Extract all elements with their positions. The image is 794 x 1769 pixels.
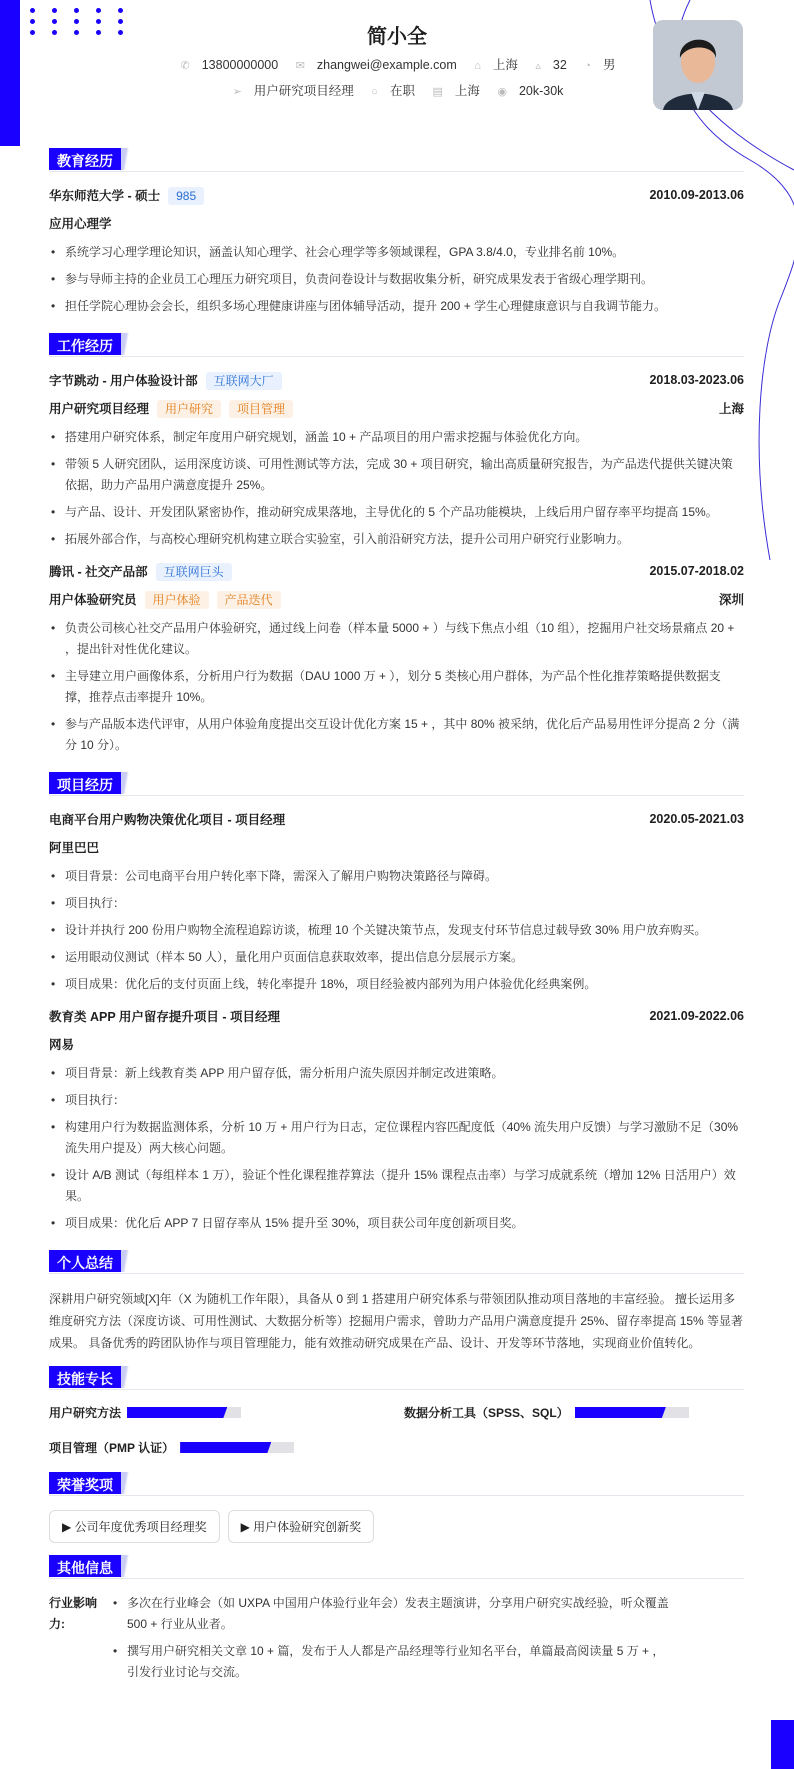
skill-item (404, 1404, 744, 1421)
project-title: 教育类 APP 用户留存提升项目 - 项目经理 (49, 1010, 281, 1024)
company: 腾讯 - 社交产品部 (49, 565, 148, 579)
work-date: 2018.03-2023.06 (649, 373, 744, 387)
skills-grid (49, 1404, 744, 1456)
list-item: • 撰写用户研究相关文章 10 + 篇，发布于人人都是产品经理等行业知名平台，单篇最高阅读量 5 万 + ，引发行业讨论与交流。 (111, 1641, 671, 1683)
role-tag: 项目管理 (229, 400, 293, 418)
send-icon: ➢ (232, 86, 242, 98)
education-date: 2010.09-2013.06 (649, 188, 744, 202)
list-item: • 项目背景：新上线教育类 APP 用户留存低，需分析用户流失原因并制定改进策略。 (49, 1063, 744, 1084)
salary: 20k-30k (518, 84, 564, 98)
work-city: 深圳 (718, 593, 744, 607)
work-bullets (49, 618, 744, 756)
role-tag: 用户研究 (157, 400, 221, 418)
age: 32 (552, 58, 567, 72)
award-name: 用户体验研究创新奖 (253, 1520, 362, 1534)
company: 字节跳动 - 用户体验设计部 (49, 374, 198, 388)
other-info (49, 1593, 744, 1689)
list-item: • 项目执行： (49, 1090, 744, 1111)
section-other (49, 1555, 744, 1579)
list-item: • 主导建立用户画像体系，分析用户行为数据（DAU 1000 万 + ），划分 5 类核心用户群体，为产品个性化推荐策略提供数据支撑，推荐点击率提升 10%。 (49, 666, 744, 708)
project-header (49, 1007, 744, 1025)
school: 华东师范大学 - 硕士 (49, 189, 161, 203)
major: 应用心理学 (49, 217, 112, 231)
target-city: 上海 (454, 84, 480, 98)
skill-name: 项目管理（PMP 认证） (49, 1441, 175, 1455)
school-tag: 985 (168, 187, 204, 205)
section-title: 荣誉奖项 (49, 1472, 121, 1494)
project-bullets (49, 1063, 744, 1234)
city: 上海 (492, 58, 518, 72)
skill-bar-fill (180, 1442, 271, 1453)
role-tag: 用户体验 (145, 591, 209, 609)
skill-bar (575, 1407, 689, 1418)
section-title: 工作经历 (49, 333, 121, 355)
project-title: 电商平台用户购物决策优化项目 - 项目经理 (49, 813, 286, 827)
section-title: 项目经历 (49, 772, 121, 794)
list-item: • 负责公司核心社交产品用户体验研究，通过线上问卷（样本量 5000 + ）与线下焦点小组（10 组），挖掘用户社交场景痛点 20 + ，提出针对性优化建议。 (49, 618, 744, 660)
project-date: 2021.09-2022.06 (649, 1009, 744, 1023)
project-org: 网易 (49, 1038, 75, 1052)
section-title: 技能专长 (49, 1366, 121, 1388)
skill-name: 数据分析工具（SPSS、SQL） (404, 1406, 569, 1420)
phone-icon: ✆ (180, 60, 190, 72)
list-item: • 项目成果：优化后 APP 7 日留存率从 15% 提升至 30%，项目获公司年度创新项目奖。 (49, 1213, 744, 1234)
triangle-icon: ▶ (62, 1520, 75, 1534)
summary-text: 深耕用户研究领域[X]年（X 为随机工作年限），具备从 0 到 1 搭建用户研究体系与带领团队推动项目落地的丰富经验。 擅长运用多维度研究方法（深度访谈、可用性测试、大数据分析等）挖掘用户需求，曾助力产品用户满意度提升 25%、留存率提高 15% 等显著成果。 具备优秀的跨团队协作与项目管理能力，能有效推动研究成果在产品、设计、开发等环节落地，实现商业价值转化。 (49, 1292, 744, 1350)
company-tag: 互联网大厂 (206, 372, 282, 390)
list-item: • 项目执行： (49, 893, 744, 914)
skill-bar-fill (575, 1407, 666, 1418)
list-item: • 参与产品版本迭代评审，从用户体验角度提出交互设计优化方案 15 + ，其中 80% 被采纳，优化后产品易用性评分提高 2 分（满分 10 分）。 (49, 714, 744, 756)
section-skills (49, 1366, 744, 1390)
section-awards (49, 1472, 744, 1496)
list-item: • 参与导师主持的企业员工心理压力研究项目，负责问卷设计与数据收集分析，研究成果发表于省级心理学期刊。 (49, 269, 744, 290)
role-row (49, 590, 744, 608)
list-item: • 带领 5 人研究团队，运用深度访谈、可用性测试等方法，完成 30 + 项目研究，输出高质量研究报告，为产品迭代提供关键决策依据，助力产品用户满意度提升 25%。 (49, 454, 744, 496)
email: zhangwei@example.com (316, 58, 457, 72)
email-icon: ✉ (295, 60, 305, 72)
gender: 男 (602, 58, 616, 72)
work-header (49, 562, 744, 580)
project-bullets (49, 866, 744, 995)
age-icon: ▵ (535, 60, 541, 72)
salary-icon: ◉ (497, 86, 507, 98)
skill-bar-fill (127, 1407, 227, 1418)
skill-bar (180, 1442, 294, 1453)
other-label: 行业影响力: (49, 1596, 98, 1631)
list-item: • 构建用户行为数据监测体系，分析 10 万 + 用户行为日志，定位课程内容匹配度低（40% 流失用户反馈）与学习激励不足（30% 流失用户提及）两大核心问题。 (49, 1117, 744, 1159)
other-bullets (111, 1593, 671, 1689)
education-bullets (49, 242, 744, 317)
section-title: 其他信息 (49, 1555, 121, 1577)
section-summary (49, 1250, 744, 1274)
project-date: 2020.05-2021.03 (649, 812, 744, 826)
profile-photo (653, 20, 743, 110)
role-row (49, 399, 744, 417)
target-position: 用户研究项目经理 (253, 84, 354, 98)
list-item: • 担任学院心理协会会长，组织多场心理健康讲座与团体辅导活动，提升 200 + 学生心理健康意识与自我调节能力。 (49, 296, 744, 317)
company-tag: 互联网巨头 (156, 563, 232, 581)
bottom-accent-bar (771, 1720, 794, 1769)
candidate-name: 简小全 (367, 26, 427, 48)
list-item: • 项目背景：公司电商平台用户转化率下降，需深入了解用户购物决策路径与障碍。 (49, 866, 744, 887)
list-item: • 系统学习心理学理论知识，涵盖认知心理学、社会心理学等多领域课程，GPA 3.8/4.0，专业排名前 10%。 (49, 242, 744, 263)
section-work (49, 333, 744, 357)
home-icon: ⌂ (474, 60, 481, 72)
work-city: 上海 (718, 402, 744, 416)
role-tag: 产品迭代 (217, 591, 281, 609)
skill-bar (127, 1407, 241, 1418)
awards-list (49, 1510, 744, 1543)
section-title: 个人总结 (49, 1250, 121, 1272)
job-status: 在职 (389, 84, 415, 98)
list-item: • 设计并执行 200 份用户购物全流程追踪访谈，梳理 10 个关键决策节点，发现支付环节信息过载导致 30% 用户放弃购买。 (49, 920, 744, 941)
building-icon: ▤ (432, 86, 443, 98)
award-item (228, 1510, 375, 1543)
list-item: • 拓展外部合作，与高校心理研究机构建立联合实验室，引入前沿研究方法，提升公司用户研究行业影响力。 (49, 529, 744, 550)
award-name: 公司年度优秀项目经理奖 (74, 1520, 207, 1534)
list-item: • 搭建用户研究体系，制定年度用户研究规划，涵盖 10 + 产品项目的用户需求挖掘与体验优化方向。 (49, 427, 744, 448)
list-item: • 设计 A/B 测试（每组样本 1 万），验证个性化课程推荐算法（提升 15% 课程点击率）与学习成就系统（增加 12% 日活用户）效果。 (49, 1165, 744, 1207)
skill-item (49, 1439, 404, 1456)
list-item: • 项目成果：优化后的支付页面上线，转化率提升 18%，项目经验被内部列为用户体验优化经典案例。 (49, 974, 744, 995)
status-icon: ○ (371, 86, 378, 98)
project-header (49, 810, 744, 828)
list-item: • 多次在行业峰会（如 UXPA 中国用户体验行业年会）发表主题演讲，分享用户研究实战经验，听众覆盖 500 + 行业从业者。 (111, 1593, 671, 1635)
skill-name: 用户研究方法 (49, 1406, 122, 1420)
list-item: • 与产品、设计、开发团队紧密协作，推动研究成果落地，主导优化的 5 个产品功能模块，上线后用户留存率平均提高 15%。 (49, 502, 744, 523)
section-title: 教育经历 (49, 148, 121, 170)
work-bullets (49, 427, 744, 550)
work-date: 2015.07-2018.02 (649, 564, 744, 578)
section-projects (49, 772, 744, 796)
list-item: • 运用眼动仪测试（样本 50 人），量化用户页面信息获取效率，提出信息分层展示方案。 (49, 947, 744, 968)
section-education (49, 148, 744, 172)
gender-icon: ◔ (584, 60, 591, 72)
role: 用户研究项目经理 (49, 402, 150, 416)
project-org: 阿里巴巴 (49, 841, 100, 855)
triangle-icon: ▶ (240, 1520, 254, 1534)
role: 用户体验研究员 (49, 593, 137, 607)
phone: 13800000000 (201, 58, 279, 72)
award-item (49, 1510, 220, 1543)
work-header (49, 371, 744, 389)
skill-item (49, 1404, 404, 1421)
education-header (49, 186, 744, 204)
